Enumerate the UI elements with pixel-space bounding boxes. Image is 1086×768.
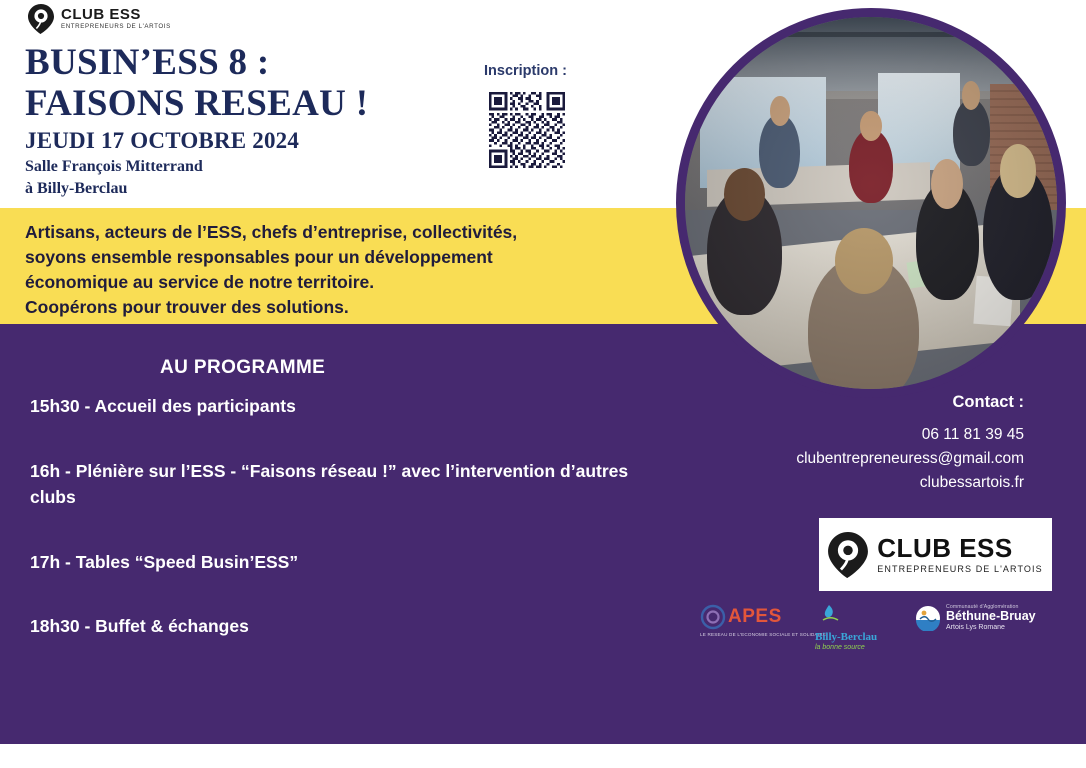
registration-label: Inscription : <box>484 63 567 79</box>
page-title-line2: FAISONS RESEAU ! <box>25 83 369 125</box>
location-pin-icon <box>828 532 868 578</box>
club-ess-logo-subtitle: ENTREPRENEURS DE L'ARTOIS <box>877 564 1043 574</box>
contact-block <box>796 423 1024 495</box>
partner-sub-apes: LE RESEAU DE L'ECONOMIE SOCIALE ET SOLIDAIRE <box>700 632 827 637</box>
event-venue-line1: Salle François Mitterrand <box>25 158 203 175</box>
contact-website[interactable]: clubessartois.fr <box>919 474 1024 492</box>
page-title-line1: BUSIN’ESS 8 : <box>25 42 270 83</box>
partner-top-bethune: Communauté d'Agglomération <box>946 604 1019 610</box>
programme-list <box>30 393 640 678</box>
event-venue-line2: à Billy-Berclau <box>25 179 128 197</box>
highlight-line-1: Artisans, acteurs de l’ESS, chefs d’entreprise, collectivités, <box>25 222 518 242</box>
highlight-text <box>25 220 665 320</box>
contact-phone[interactable]: 06 11 81 39 45 <box>921 426 1024 443</box>
list-item: 18h30 - Buffet & échanges <box>30 616 249 637</box>
partner-logos <box>700 604 1060 651</box>
partner-sub-bethune: Artois Lys Romane <box>946 624 1005 632</box>
event-date: JEUDI 17 OCTOBRE 2024 <box>25 128 300 153</box>
brand-logo-subtitle: ENTREPRENEURS DE L'ARTOIS <box>61 23 171 31</box>
partner-logo-billy-berclau <box>815 604 877 651</box>
partner-name-billy: Billy-Berclau <box>815 631 878 643</box>
list-item: 17h - Tables “Speed Busin’ESS” <box>30 551 299 572</box>
agglomeration-circle-icon <box>915 605 941 631</box>
brand-logo <box>28 4 171 34</box>
highlight-line-2: soyons ensemble responsables pour un développement <box>25 247 493 268</box>
highlight-line-3: économique au service de notre territoire. <box>25 272 375 293</box>
event-photo <box>676 8 1066 398</box>
club-ess-logo-title: CLUB ESS <box>877 533 1013 563</box>
apes-swirl-icon <box>700 604 726 630</box>
billy-berclau-emblem-icon <box>815 604 845 626</box>
partner-logo-bethune-bruay <box>915 604 1036 631</box>
partner-sub-billy: la bonne source <box>815 644 865 651</box>
partner-name-apes: APES <box>728 606 782 627</box>
programme-title: AU PROGRAMME <box>160 357 326 378</box>
brand-logo-title: CLUB ESS <box>61 6 141 24</box>
contact-title: Contact : <box>952 393 1024 411</box>
page-title <box>25 42 368 125</box>
contact-email[interactable]: clubentrepreneuress@gmail.com <box>796 450 1024 468</box>
event-venue <box>25 156 203 199</box>
footer-band <box>0 744 1086 768</box>
list-item: 15h30 - Accueil des participants <box>30 396 296 416</box>
club-ess-logo-card <box>819 518 1052 591</box>
qr-code-icon[interactable] <box>489 92 565 168</box>
location-pin-icon <box>28 4 54 34</box>
partner-name-bethune: Béthune-Bruay <box>946 609 1036 623</box>
partner-logo-apes <box>700 604 826 637</box>
highlight-line-4: Coopérons pour trouver des solutions. <box>25 297 349 318</box>
event-photo-inner <box>685 17 1057 389</box>
list-item: 16h - Plénière sur l’ESS - “Faisons réseau !” avec l’intervention d’autres clubs <box>30 460 629 508</box>
